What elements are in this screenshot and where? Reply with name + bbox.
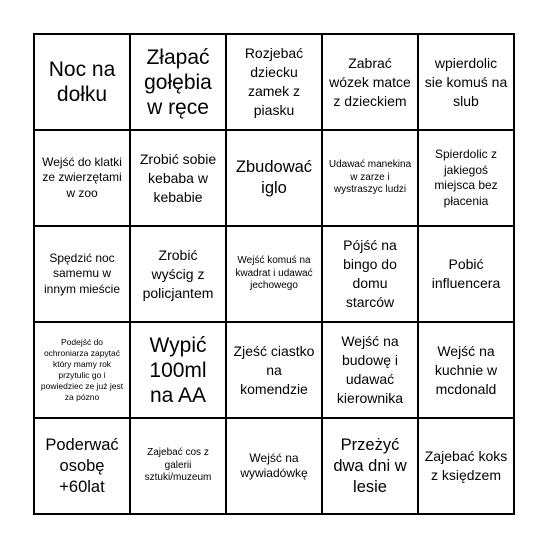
bingo-cell-text: Wejść komuś na kwadrat i udawać jechowego [235,255,313,292]
bingo-cell[interactable] [35,35,131,131]
bingo-cell[interactable] [419,131,515,227]
bingo-cell-text: Przeżyć dwa dni w lesie [333,435,407,496]
bingo-cell[interactable] [227,227,323,323]
bingo-cell[interactable] [323,131,419,227]
bingo-cell-text: Złapać gołębia w ręce [144,45,212,119]
bingo-cell-text: Spierdolic z jakiegoś miejsca bez płacenia [434,147,498,208]
bingo-cell[interactable] [227,323,323,419]
bingo-cell-text: Zajebać koks z księdzem [424,448,508,483]
bingo-cell[interactable] [227,419,323,515]
bingo-cell[interactable] [323,227,419,323]
bingo-cell-text: Noc na dołku [48,58,116,106]
bingo-cell-text: Pobić influencera [431,256,501,291]
bingo-cell[interactable] [131,227,227,323]
bingo-cell[interactable] [419,227,515,323]
bingo-cell[interactable] [35,323,131,419]
bingo-cell-text: Zrobić sobie kebaba w kebabie [139,150,217,205]
bingo-cell-text: Rozjebać dziecku zamek z piasku [244,45,304,118]
bingo-cell[interactable] [35,131,131,227]
bingo-cell[interactable] [35,227,131,323]
bingo-cell[interactable] [131,323,227,419]
bingo-cell-text: Wejść na wywiadówkę [240,450,308,480]
bingo-cell-text: wpierdolic sie komuś na slub [424,54,508,109]
bingo-cell[interactable] [323,323,419,419]
bingo-cell-text: Wejść do klatki ze zwierzętami w zoo [42,154,122,200]
bingo-cell-text: Udawać manekina w zarze i wystraszyc ludzi [328,159,412,196]
bingo-cell-text: Zabrać wózek matce z dzieckiem [329,54,411,109]
bingo-cell-text: Zbudować iglo [235,158,313,197]
bingo-board [33,33,515,515]
bingo-cell[interactable] [131,131,227,227]
bingo-cell[interactable] [131,35,227,131]
bingo-cell[interactable] [227,131,323,227]
bingo-cell-text: Wypić 100ml na AA [149,333,207,407]
bingo-cell[interactable] [419,323,515,419]
bingo-cell[interactable] [323,35,419,131]
bingo-cell-text: Podejść do ochroniarza zapytać który mamy rok przytulic go i powiedziec ze już jest za pózno [40,337,124,402]
bingo-cell[interactable] [35,419,131,515]
bingo-cell-text: Spędzić noc samemu w innym mieście [43,250,121,296]
bingo-cell[interactable] [323,419,419,515]
bingo-cell-text: Zajebać cos z galerii sztuki/muzeum [144,447,212,484]
bingo-cell-text: Zjeść ciastko na komendzie [233,342,315,397]
bingo-cell[interactable] [419,419,515,515]
bingo-cell-text: Wejść na kuchnie w mcdonald [434,342,498,397]
bingo-cell-text: Poderwać osobę +60lat [45,435,119,496]
bingo-cell-text: Zrobić wyścig z policjantem [142,246,214,301]
bingo-cell[interactable] [227,35,323,131]
bingo-cell[interactable] [419,35,515,131]
bingo-cell-text: Wejść na budowę i udawać kierownika [336,333,404,406]
bingo-cell[interactable] [131,419,227,515]
bingo-cell-text: Pójść na bingo do domu starców [343,237,397,310]
